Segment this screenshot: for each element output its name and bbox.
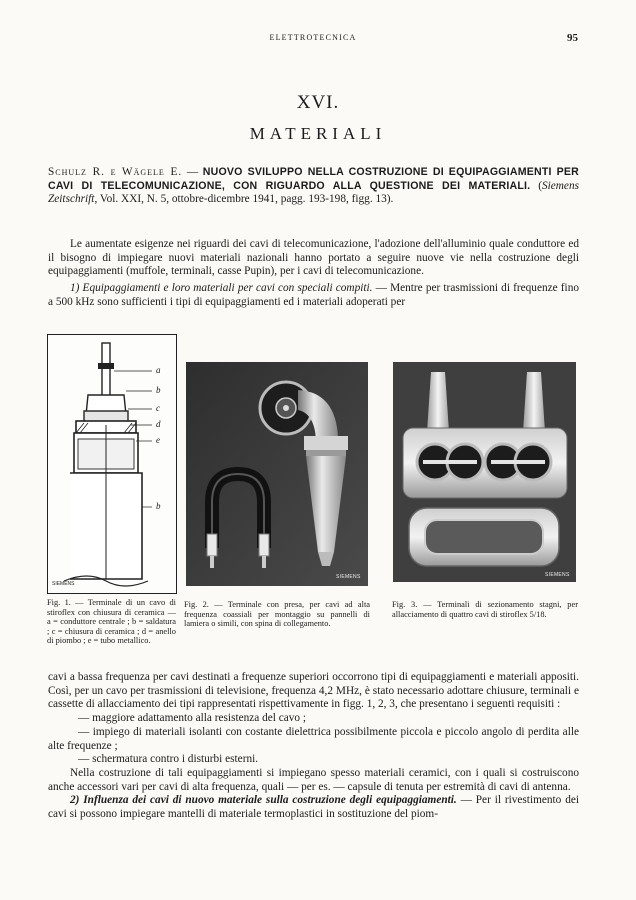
figure-1-drawing — [47, 334, 177, 594]
section1-text: — Mentre per trasmissioni di frequenze fino a 500 kHz sono sufficienti i tipi di equipaggiamenti ed i materiali adoperati per — [48, 282, 579, 308]
figure-3-caption: Fig. 3. — Terminali di sezionamento stagni, per allacciamento di quattro cavi di stiroflex 5/18. — [392, 600, 578, 619]
section1-paragraph — [48, 282, 579, 309]
figure-2-caption: Fig. 2. — Terminale con presa, per cavi ad alta frequenza coassiali per montaggio su pannelli di lamiera o simili, con spina di collegamento. — [184, 600, 370, 629]
running-head: ELETTROTECNICA — [269, 33, 357, 42]
requirement-item: — maggiore adattamento alla resistenza del cavo ; — [78, 712, 307, 725]
article-body-top — [48, 238, 579, 310]
intro-paragraph: Le aumentate esigenze nei riguardi dei cavi di telecomunicazione, l'adozione dell'alluminio quale conduttore ed il bisogno di impiegare nuovi materiali nazionali hanno portato a seguire nuove vie nella costruzione degli equipaggiamenti (muffole, terminali, casse Pupin), per i cavi di telecomunicazione. — [48, 238, 579, 278]
reference-journal: Siemens Zeitschrift — [48, 179, 579, 206]
figure-2-photo — [186, 362, 368, 586]
fig1-label-d: d — [156, 419, 161, 429]
coaxial-terminal-photo — [186, 362, 368, 586]
reference-title: NUOVO SVILUPPO NELLA COSTRUZIONE DI EQUIPAGGIAMENTI PER CAVI DI TELECOMUNICAZIONE, CON RIGUARDO ALLA QUESTIONE DEI MATERIALI. — [48, 166, 580, 192]
continuation-paragraph: cavi a bassa frequenza per cavi destinati a frequenze superiori occorrono tipi di equipaggiamenti e materiali appositi. Così, per un cavo per trasmissioni di televisione, frequenza 4,2 MHz, è stato necessario adottare chiusure, terminali e cassette di allacciamento dei tipi rappresentati rispettivamente in figg. 1, 2, 3, che presentano i seguenti requisiti : — [48, 671, 579, 711]
page-header — [48, 33, 578, 47]
section2-text: — Per il rivestimento dei cavi si possono impiegare mantelli di materiale termoplastici in sostituzione del piom- — [48, 794, 579, 821]
fig1-label-b2: b — [156, 501, 161, 511]
fig1-siemens-stamp: SIEMENS — [52, 581, 75, 587]
section2-paragraph — [48, 794, 579, 821]
sectioning-terminals-photo — [393, 362, 576, 582]
fig1-label-c: c — [156, 403, 160, 413]
figure-3-photo — [393, 362, 576, 582]
reference-details: , Vol. XXI, N. 5, ottobre-dicembre 1941, pagg. 193-198, figg. 13). — [94, 193, 394, 206]
fig1-label-a: a — [156, 365, 161, 375]
fig3-siemens-stamp: SIEMENS — [545, 572, 570, 578]
requirement-item: — impiego di materiali isolanti con costante dielettrica possibilmente piccola e piccolo angolo di perdita alle alte frequenze ; — [48, 725, 579, 752]
page-number: 95 — [567, 32, 578, 44]
requirement-item: — schermatura contro i disturbi esterni. — [78, 753, 259, 766]
materials-paragraph: Nella costruzione di tali equipaggiamenti si impiegano spesso materiali ceramici, con i quali si costruiscono anche accessori vari per cavi di alta frequenza, quali — per es. — capsule di tenuta per estremità di cavi di antenna. — [48, 766, 579, 793]
fig1-label-b: b — [156, 385, 161, 395]
chapter-number: XVI. — [296, 92, 340, 113]
article-body-bottom — [48, 671, 579, 822]
chapter-title: MATERIALI — [249, 124, 387, 143]
figure-1-caption: Fig. 1. — Terminale di un cavo di stiroflex con chiusura di ceramica — a = conduttore centrale ; b = saldatura ; c = chiusura di ceramica ; d = anello di piombo ; e = tubo metallico. — [47, 598, 176, 646]
fig2-siemens-stamp: SIEMENS — [336, 574, 361, 580]
fig1-label-e: e — [156, 435, 160, 445]
bibliographic-reference: Schulz R. e Wägele E. — NUOVO SVILUPPO NELLA COSTRUZIONE DI EQUIPAGGIAMENTI PER CAVI DI TELECOMUNICAZIONE, CON RIGUARDO ALLA QUESTIONE DEI MATERIALI. (Siemens Zeitschrift, Vol. XXI, N. 5, ottobre-dicembre 1941, pagg. 193-198, figg. 13). — [48, 166, 580, 206]
reference-dash: — — [182, 166, 203, 178]
reference-authors: Schulz R. e Wägele E. — [48, 166, 183, 178]
section2-heading: 2) Influenza dei cavi di nuovo materiale sulla costruzione degli equipaggiamenti. — [70, 794, 457, 807]
section1-heading: 1) Equipaggiamenti e loro materiali per cavi con speciali compiti. — [70, 282, 373, 295]
